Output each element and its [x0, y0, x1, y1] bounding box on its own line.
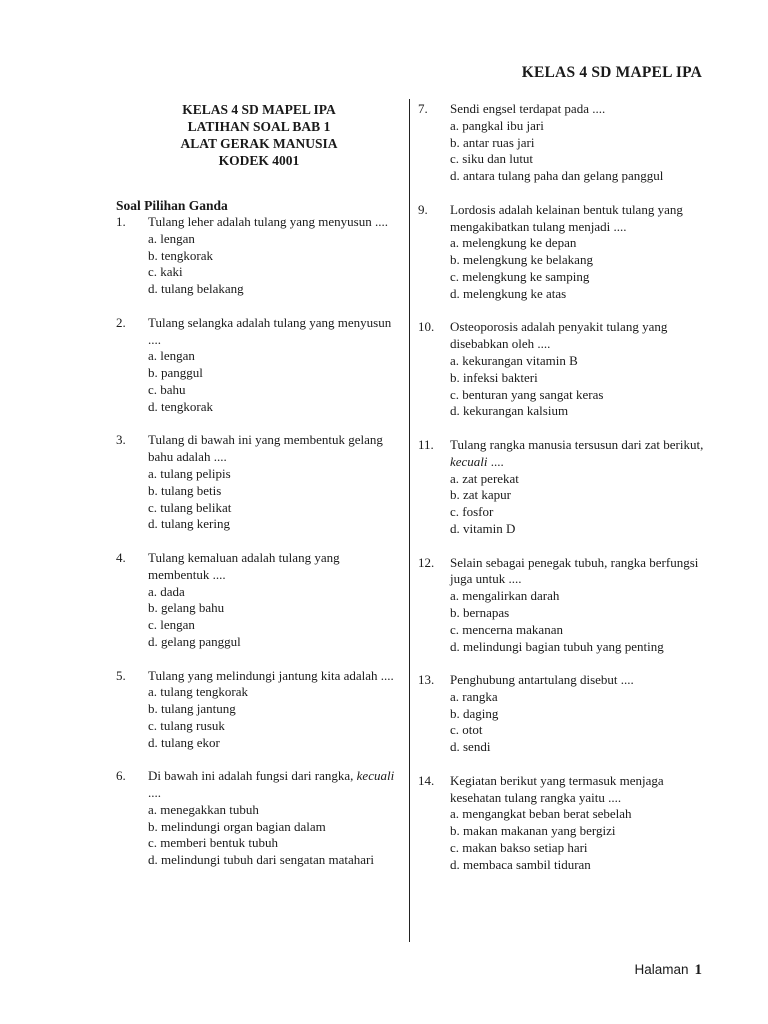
question-number: 4.: [116, 549, 126, 565]
answer-option: c. otot: [450, 722, 483, 738]
question-item: [116, 315, 402, 416]
question-number: 5.: [116, 667, 126, 683]
question-text: Osteoporosis adalah penyakit tulang yang disebabkan oleh ....: [450, 319, 668, 352]
answer-option: c. tulang belikat: [148, 499, 232, 515]
answer-option: c. fosfor: [450, 504, 494, 520]
answer-option: d. tulang belakang: [148, 281, 244, 297]
question-emphasis: kecuali: [356, 768, 395, 784]
question-number: 9.: [418, 201, 428, 217]
title-line-4: KODEK 4001: [218, 153, 300, 168]
question-text: Tulang selangka adalah tulang yang menyusun ....: [148, 314, 392, 347]
answer-option: a. pangkal ibu jari: [450, 117, 544, 133]
question-number: 6.: [116, 768, 126, 784]
answer-option: d. sendi: [450, 739, 491, 755]
answer-option: a. menegakkan tubuh: [148, 801, 259, 817]
answer-option: c. melengkung ke samping: [450, 268, 590, 284]
answer-option: d. membaca sambil tiduran: [450, 856, 591, 872]
answer-option: a. mengangkat beban berat sebelah: [450, 806, 632, 822]
answer-option: c. tulang rusuk: [148, 717, 225, 733]
answer-option: d. tengkorak: [148, 398, 213, 414]
answer-option: c. bahu: [148, 381, 186, 397]
question-list-left: [116, 214, 402, 869]
question-item: [418, 555, 718, 656]
question-text: Lordosis adalah kelainan bentuk tulang yang mengakibatkan tulang menjadi ....: [450, 201, 683, 234]
answer-option: a. tulang pelipis: [148, 465, 231, 481]
answer-option: c. lengan: [148, 617, 195, 633]
answer-option: a. kekurangan vitamin B: [450, 352, 578, 368]
question-item: [418, 101, 718, 185]
answer-option: b. melindungi organ bagian dalam: [148, 818, 326, 834]
answer-option: d. tulang kering: [148, 516, 230, 532]
running-header: KELAS 4 SD MAPEL IPA: [521, 64, 702, 81]
question-text: Tulang rangka manusia tersusun dari zat berikut, kecuali ....: [450, 436, 704, 469]
question-number: 10.: [418, 319, 435, 335]
right-column: [418, 101, 718, 890]
answer-option: b. makan makanan yang bergizi: [450, 823, 616, 839]
question-item: [116, 768, 402, 869]
answer-option: b. melengkung ke belakang: [450, 252, 593, 268]
page-number: 1: [694, 962, 702, 978]
question-text: Tulang kemaluan adalah tulang yang membentuk ....: [148, 549, 340, 582]
answer-option: d. melindungi bagian tubuh yang penting: [450, 638, 664, 654]
answer-option: d. tulang ekor: [148, 734, 220, 750]
answer-option: b. zat kapur: [450, 487, 512, 503]
question-text: Sendi engsel terdapat pada ....: [450, 101, 606, 116]
answer-option: c. memberi bentuk tubuh: [148, 835, 278, 851]
question-item: [418, 319, 718, 420]
answer-option: a. rangka: [450, 688, 498, 704]
question-item: [418, 202, 718, 303]
answer-option: b. daging: [450, 705, 499, 721]
answer-option: c. mencerna makanan: [450, 621, 563, 637]
answer-option: a. dada: [148, 583, 185, 599]
question-item: [418, 437, 718, 538]
question-list-right: [418, 101, 718, 874]
page-label: Halaman: [634, 962, 689, 977]
question-number: 7.: [418, 101, 428, 116]
question-item: [116, 668, 402, 752]
answer-option: c. makan bakso setiap hari: [450, 840, 588, 856]
question-text: Tulang yang melindungi jantung kita adalah ....: [148, 667, 394, 683]
question-text: Tulang leher adalah tulang yang menyusun ....: [148, 214, 388, 229]
answer-option: c. kaki: [148, 264, 183, 280]
question-text: Penghubung antartulang disebut ....: [450, 672, 634, 688]
question-number: 13.: [418, 672, 435, 688]
question-item: [418, 773, 718, 874]
question-text: Kegiatan berikut yang termasuk menjaga kesehatan tulang rangka yaitu ....: [450, 772, 664, 805]
answer-option: d. melindungi tubuh dari sengatan matahari: [148, 852, 374, 868]
answer-option: d. antara tulang paha dan gelang panggul: [450, 168, 664, 184]
answer-option: d. vitamin D: [450, 520, 516, 536]
answer-option: b. antar ruas jari: [450, 134, 535, 150]
question-number: 14.: [418, 772, 435, 788]
answer-option: a. zat perekat: [450, 470, 519, 486]
answer-option: b. infeksi bakteri: [450, 369, 538, 385]
answer-option: b. bernapas: [450, 604, 510, 620]
question-text: Tulang di bawah ini yang membentuk gelang bahu adalah ....: [148, 432, 383, 465]
answer-option: b. tengkorak: [148, 247, 213, 263]
answer-option: a. melengkung ke depan: [450, 235, 577, 251]
title-line-3: ALAT GERAK MANUSIA: [180, 136, 338, 151]
answer-option: a. tulang tengkorak: [148, 684, 248, 700]
answer-option: d. melengkung ke atas: [450, 285, 567, 301]
question-number: 12.: [418, 554, 435, 570]
question-number: 2.: [116, 314, 126, 330]
question-text: Selain sebagai penegak tubuh, rangka berfungsi juga untuk ....: [450, 554, 699, 587]
question-number: 1.: [116, 214, 126, 229]
title-block: [116, 101, 402, 169]
question-item: [116, 214, 402, 298]
question-item: [116, 432, 402, 533]
left-column: [116, 101, 402, 886]
section-heading: Soal Pilihan Ganda: [116, 198, 228, 213]
answer-option: d. kekurangan kalsium: [450, 403, 569, 419]
answer-option: c. siku dan lutut: [450, 151, 534, 167]
answer-option: b. gelang bahu: [148, 600, 225, 616]
answer-option: b. tulang jantung: [148, 701, 236, 717]
answer-option: a. lengan: [148, 348, 195, 364]
question-emphasis: kecuali: [450, 453, 488, 469]
answer-option: c. benturan yang sangat keras: [450, 386, 604, 402]
column-divider: [409, 99, 410, 942]
question-text: Di bawah ini adalah fungsi dari rangka, kecuali ....: [148, 768, 395, 801]
answer-option: a. mengalirkan darah: [450, 588, 560, 604]
answer-option: a. lengan: [148, 230, 195, 246]
question-number: 3.: [116, 432, 126, 448]
title-line-2: LATIHAN SOAL BAB 1: [187, 119, 331, 134]
question-number: 11.: [418, 436, 434, 452]
question-item: [418, 672, 718, 756]
title-line-1: KELAS 4 SD MAPEL IPA: [182, 102, 336, 117]
page-footer: [634, 962, 702, 979]
answer-option: b. tulang betis: [148, 482, 222, 498]
question-item: [116, 550, 402, 651]
answer-option: d. gelang panggul: [148, 633, 241, 649]
answer-option: b. panggul: [148, 365, 203, 381]
